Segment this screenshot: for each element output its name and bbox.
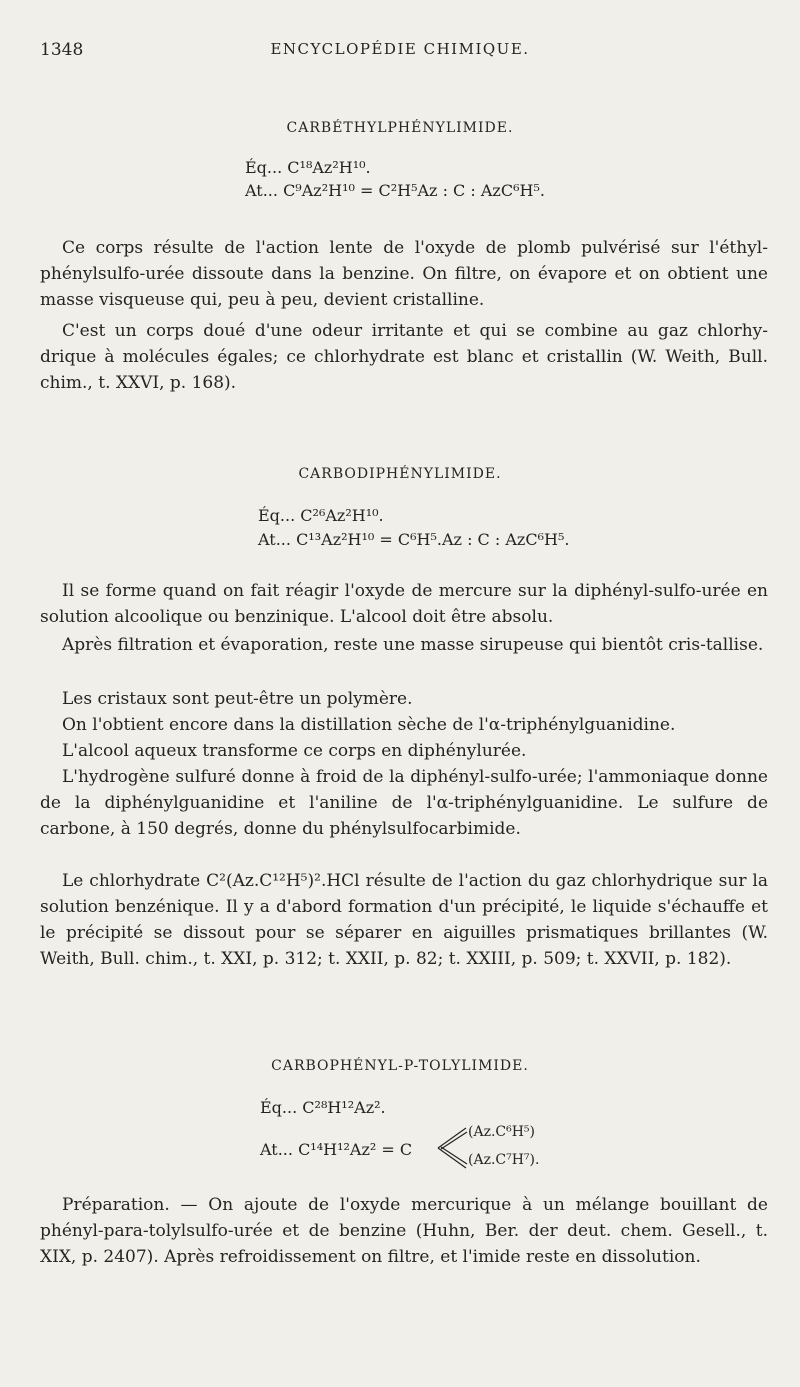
page-number: 1348	[40, 40, 84, 60]
formula-label: Éq...	[245, 158, 283, 177]
paragraph: L'alcool aqueux transforme ce corps en diphénylurée.	[62, 741, 527, 761]
paragraph: Il se forme quand on fait réagir l'oxyde de mercure sur la diphényl-sulfo-urée en solution alcoolique ou benzinique. L'alcool doit être absolu.	[40, 581, 768, 627]
formula-atomic	[258, 530, 569, 549]
formula-equivalent	[258, 506, 384, 525]
formula-label: At...	[245, 181, 278, 200]
paragraph: L'hydrogène sulfuré donne à froid de la diphényl-sulfo-urée; l'ammoniaque donne de la diphénylguanidine et l'aniline de l'α-triphénylguanidine. Le sulfure de carbone, à 150 degrés, donne du phénylsulfocarbimide.	[40, 767, 768, 839]
section-title: CARBÉTHYLPHÉNYLIMIDE.	[286, 120, 514, 136]
paragraph: Après filtration et évaporation, reste une masse sirupeuse qui bientôt cris-tallise.	[62, 635, 764, 655]
paragraph: Le chlorhydrate C²(Az.C¹²H⁵)².HCl résulte de l'action du gaz chlorhydrique sur la solution benzénique. Il y a d'abord formation d'un précipité, le liquide s'échauffe et le précipité se dissout pour se séparer en aiguilles prismatiques brillantes (W. Weith, Bull. chim., t. XXI, p. 312; t. XXII, p. 82; t. XXIII, p. 509; t. XXVII, p. 182).	[40, 871, 768, 969]
paragraph: On l'obtient encore dans la distillation sèche de l'α-triphénylguanidine.	[62, 715, 676, 735]
paragraph: Préparation. — On ajoute de l'oxyde mercurique à un mélange bouillant de phényl-para-tolylsulfo-urée et de benzine (Huhn, Ber. der deut. chem. Gesell., t. XIX, p. 2407). Après refroidissement on filtre, et l'imide reste en dissolution.	[40, 1195, 768, 1267]
formula-value: C²⁶Az²H¹⁰.	[300, 506, 384, 525]
formula-label: Éq...	[258, 506, 296, 525]
formula-value: C⁹Az²H¹⁰ = C²H⁵Az : C : AzC⁶H⁵.	[283, 181, 545, 200]
paragraph: C'est un corps doué d'une odeur irritante et qui se combine au gaz chlorhy-drique à molécules égales; ce chlorhydrate est blanc et cristallin (W. Weith, Bull. chim., t. XXVI, p. 168).	[40, 321, 768, 393]
formula-value: C²⁸H¹²Az².	[302, 1098, 386, 1117]
formula-atomic	[245, 181, 545, 200]
formula-value: C¹⁴H¹²Az² = C	[298, 1140, 413, 1159]
section-title: CARBODIPHÉNYLIMIDE.	[298, 466, 502, 482]
section-title: CARBOPHÉNYL-P-TOLYLIMIDE.	[271, 1058, 529, 1074]
formula-label: At...	[258, 530, 291, 549]
formula-value: C¹⁸Az²H¹⁰.	[287, 158, 371, 177]
formula-equivalent	[245, 158, 371, 177]
paragraph: Ce corps résulte de l'action lente de l'oxyde de plomb pulvérisé sur l'éthyl-phénylsulfo-urée dissoute dans la benzine. On filtre, on évapore et on obtient une masse visqueuse qui, peu à peu, devient cristalline.	[40, 238, 768, 310]
running-title: ENCYCLOPÉDIE CHIMIQUE.	[270, 40, 530, 58]
formula-value: C¹³Az²H¹⁰ = C⁶H⁵.Az : C : AzC⁶H⁵.	[296, 530, 570, 549]
formula-atomic	[260, 1140, 412, 1159]
paragraph: Les cristaux sont peut-être un polymère.	[62, 689, 413, 709]
branch-bonds	[436, 1124, 470, 1172]
formula-label: At...	[260, 1140, 293, 1159]
page-header	[40, 40, 760, 64]
branch-top: (Az.C⁶H⁵)	[468, 1124, 536, 1140]
branch-bottom: (Az.C⁷H⁷).	[468, 1152, 540, 1168]
formula-label: Éq...	[260, 1098, 298, 1117]
formula-equivalent	[260, 1098, 386, 1117]
